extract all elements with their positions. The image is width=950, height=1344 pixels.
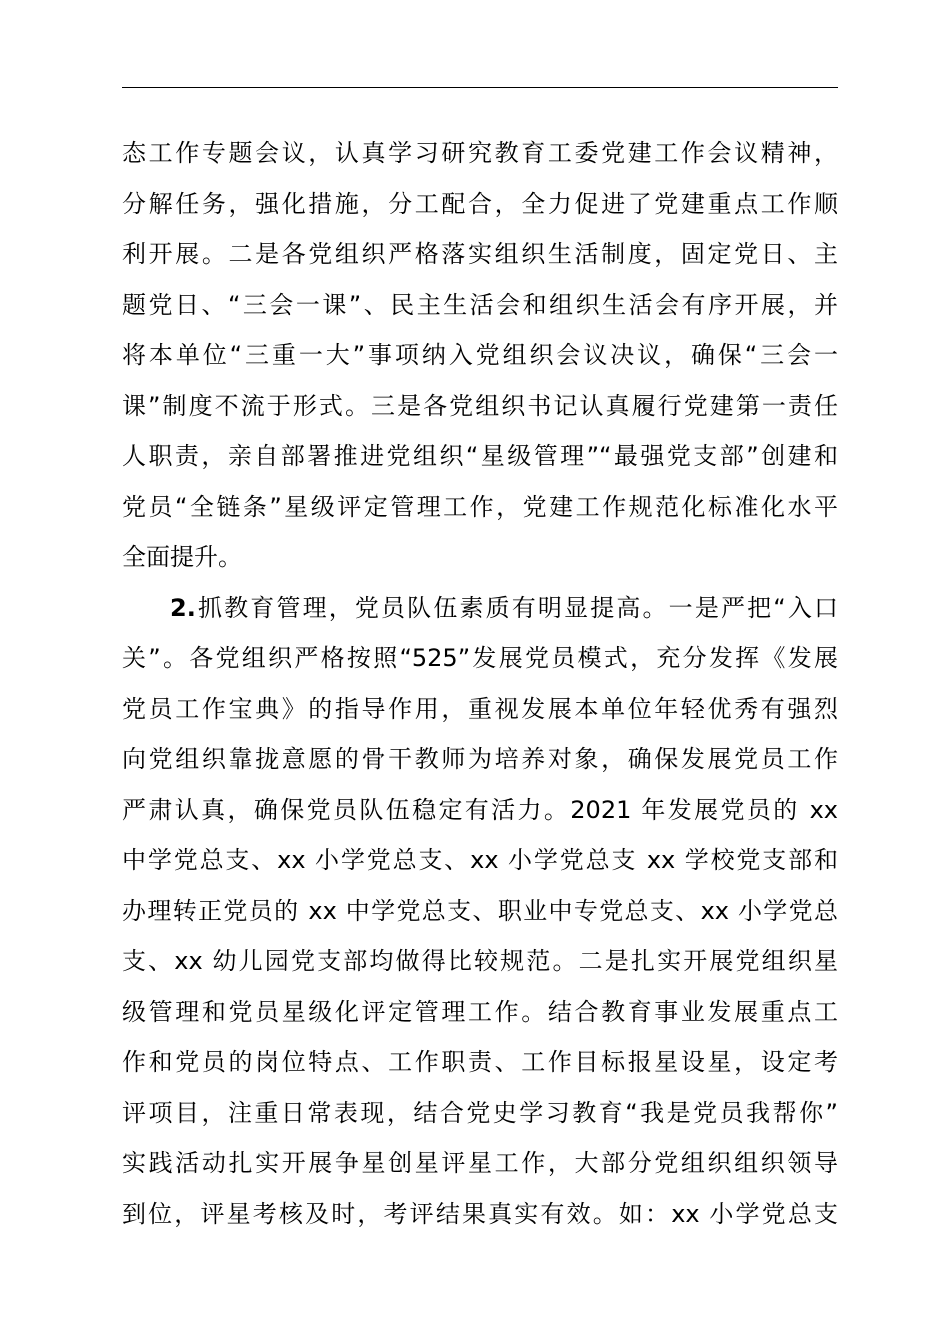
text-line: 向党组织靠拢意愿的骨干教师为培养对象，确保发展党员工作 — [122, 745, 838, 773]
text-line: 严肃认真，确保党员队伍稳定有活力。2021 年发展党员的 xx — [122, 795, 838, 824]
text-line: 党员工作宝典》的指导作用，重视发展本单位年轻优秀有强烈 — [122, 694, 838, 723]
text-line: 作和党员的岗位特点、工作职责、工作目标报星设星，设定考 — [122, 1048, 838, 1076]
text-line: 关”。各党组织严格按照“525”发展党员模式，充分发挥《发展 — [122, 644, 838, 672]
document-body — [122, 128, 838, 1239]
text-line: 级管理和党员星级化评定管理工作。结合教育事业发展重点工 — [122, 997, 838, 1026]
text-line: 利开展。二是各党组织严格落实组织生活制度，固定党日、主 — [122, 240, 838, 268]
text-line: 实践活动扎实开展争星创星评星工作，大部分党组织组织领导 — [122, 1149, 838, 1177]
text-line: 态工作专题会议，认真学习研究教育工委党建工作会议精神， — [122, 139, 838, 167]
text-line: 将本单位“三重一大”事项纳入党组织会议决议，确保“三会一 — [122, 341, 838, 369]
header-rule — [122, 87, 838, 88]
text-line: 评项目，注重日常表现，结合党史学习教育“我是党员我帮你” — [122, 1098, 838, 1127]
text-line: 中学党总支、xx 小学党总支、xx 小学党总支 xx 学校党支部和 — [122, 846, 838, 874]
text-line: 到位，评星考核及时，考评结果真实有效。如：xx 小学党总支 — [122, 1199, 838, 1228]
paragraph-2 — [122, 583, 838, 1240]
text-line: 党员“全链条”星级评定管理工作，党建工作规范化标准化水平 — [122, 492, 838, 521]
text-line: 课”制度不流于形式。三是各党组织书记认真履行党建第一责任 — [122, 391, 838, 420]
paragraph-heading-line — [122, 583, 838, 634]
heading-text: 抓教育管理，党员队伍素质有明显提高。一是严把“入口 — [195, 593, 838, 622]
text-line: 全面提升。 — [122, 543, 242, 571]
text-line: 题党日、“三会一课”、民主生活会和组织生活会有序开展，并 — [122, 290, 838, 319]
text-line: 分解任务，强化措施，分工配合，全力促进了党建重点工作顺 — [122, 189, 838, 218]
paragraph-1 — [122, 128, 838, 583]
text-line: 支、xx 幼儿园党支部均做得比较规范。二是扎实开展党组织星 — [122, 947, 838, 975]
text-line: 人职责，亲自部署推进党组织“星级管理”“最强党支部”创建和 — [122, 442, 838, 470]
section-number: 2. — [170, 593, 196, 622]
text-line: 办理转正党员的 xx 中学党总支、职业中专党总支、xx 小学党总 — [122, 896, 838, 925]
